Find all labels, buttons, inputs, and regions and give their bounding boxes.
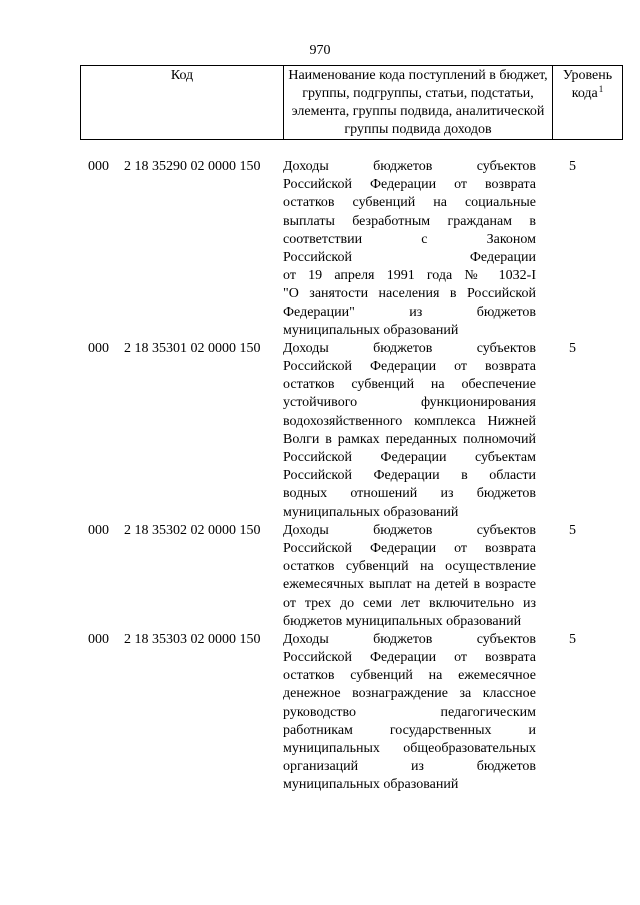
description-line: остатков субвенций на социальные [283, 195, 536, 211]
description-line: бюджетов муниципальных образований [283, 613, 522, 629]
table-row [0, 631, 640, 795]
description-line: Российской Федерации в области [283, 468, 536, 484]
description-line: работникам государственных и [283, 722, 536, 738]
description-line: Российской Федерации [283, 249, 536, 265]
description-line: соответствии с Законом [283, 231, 536, 247]
code-level: 5 [569, 159, 576, 174]
description-line: остатков субвенций на осуществление [283, 559, 536, 575]
description-line: Доходы бюджетов субъектов [283, 631, 536, 647]
table-header [80, 65, 623, 140]
income-description [283, 522, 536, 631]
income-code: 2 18 35290 02 0000 150 [124, 159, 261, 174]
description-line: муниципальных образований [283, 777, 459, 793]
description-line: Российской Федерации от возврата [283, 650, 536, 666]
description-line: руководство педагогическим [283, 704, 536, 720]
description-line: муниципальных образований [283, 504, 459, 520]
header-level-cell [553, 66, 623, 140]
description-line: от трех до семи лет включительно из [283, 595, 536, 611]
description-line: водных отношений из бюджетов [283, 486, 536, 502]
table-row [0, 522, 640, 631]
income-description [283, 631, 536, 795]
description-line: денежное вознаграждение за классное [283, 686, 536, 702]
description-line: "О занятости населения в Российской [283, 286, 536, 302]
description-line: Российской Федерации от возврата [283, 359, 536, 375]
admin-code: 000 [88, 340, 109, 356]
income-code: 2 18 35301 02 0000 150 [124, 340, 261, 356]
description-line: Доходы бюджетов субъектов [283, 522, 536, 538]
description-line: водохозяйственного комплекса Нижней [283, 413, 536, 429]
description-line: Федерации" из бюджетов [283, 304, 536, 320]
description-line: Российской Федерации от возврата [283, 177, 536, 193]
description-line: Волги в рамках переданных полномочий [283, 431, 536, 447]
table-row [0, 158, 640, 340]
admin-code: 000 [88, 159, 109, 174]
admin-code: 000 [88, 522, 109, 538]
income-code: 2 18 35302 02 0000 150 [124, 522, 261, 538]
header-code: Код [81, 66, 284, 140]
description-line: остатков субвенций на обеспечение [283, 377, 536, 393]
description-line: Российской Федерации от возврата [283, 540, 536, 556]
table-row [0, 340, 640, 522]
income-description [283, 340, 536, 522]
income-code: 2 18 35303 02 0000 150 [124, 631, 261, 647]
description-line: организаций из бюджетов [283, 759, 536, 775]
table-header-row [81, 66, 623, 140]
page-number: 970 [309, 43, 331, 58]
code-level: 5 [569, 340, 576, 356]
table-body [0, 158, 640, 795]
description-line: муниципальных образований [283, 322, 459, 338]
header-name: Наименование кода поступлений в бюджет, группы, подгруппы, статьи, подстатьи, элемента, группы подвида, аналитической группы подвида доходов [284, 66, 553, 140]
header-level: Уровень кода [562, 68, 613, 101]
description-line: устойчивого функционирования [283, 395, 536, 411]
description-line: ежемесячных выплат на детей в возрасте [283, 577, 536, 593]
code-level: 5 [569, 522, 576, 538]
description-line: остатков субвенций на ежемесячное [283, 668, 536, 684]
description-line: Доходы бюджетов субъектов [283, 159, 536, 174]
description-line: Доходы бюджетов субъектов [283, 340, 536, 356]
code-level: 5 [569, 631, 576, 647]
header-level-footnote: 1 [598, 84, 604, 94]
admin-code: 000 [88, 631, 109, 647]
description-line: выплаты безработным гражданам в [283, 213, 536, 229]
description-line: от 19 апреля 1991 года № 1032-I [283, 268, 536, 284]
description-line: муниципальных общеобразовательных [283, 741, 536, 756]
income-description [283, 158, 536, 340]
description-line: Российской Федерации субъектам [283, 450, 536, 465]
